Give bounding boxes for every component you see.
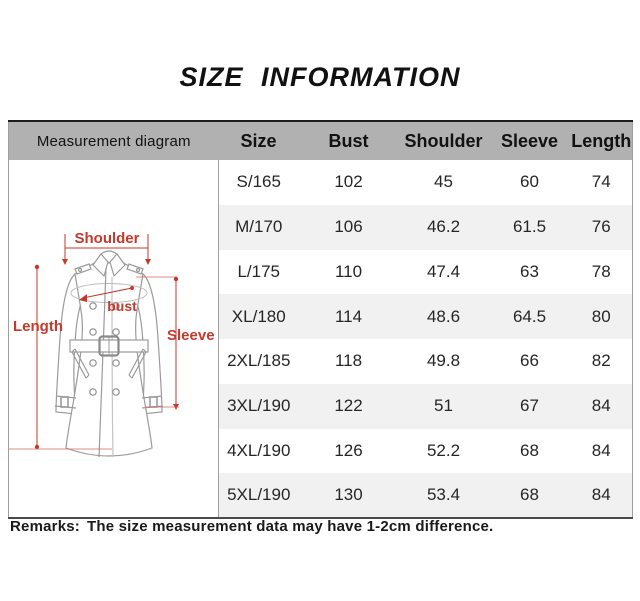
length-cell: 74 <box>571 160 633 205</box>
bust-cell: 130 <box>299 473 399 518</box>
size-cell: L/175 <box>219 250 299 295</box>
length-cell: 82 <box>571 339 633 384</box>
length-cell: 84 <box>571 384 633 429</box>
remarks-text: The size measurement data may have 1-2cm difference. <box>86 518 494 535</box>
sleeve-label: Sleeve <box>167 327 215 344</box>
remarks-label: Remarks: <box>10 518 80 535</box>
shoulder-label: Shoulder <box>74 230 140 247</box>
shoulder-cell: 46.2 <box>399 205 489 250</box>
shoulder-cell: 47.4 <box>399 250 489 295</box>
column-header-length: Length <box>571 121 633 160</box>
sleeve-cell: 66 <box>489 339 571 384</box>
arrow-down-icon <box>62 259 68 265</box>
size-table <box>8 120 633 519</box>
shoulder-cell: 48.6 <box>399 294 489 339</box>
length-cell: 80 <box>571 294 633 339</box>
shoulder-cell: 51 <box>399 384 489 429</box>
length-label: Length <box>13 318 63 335</box>
table-header-row <box>9 121 633 160</box>
remarks <box>10 518 493 535</box>
shoulder-cell: 52.2 <box>399 429 489 474</box>
sleeve-cell: 61.5 <box>489 205 571 250</box>
bust-cell: 118 <box>299 339 399 384</box>
bust-cell: 102 <box>299 160 399 205</box>
length-cell: 76 <box>571 205 633 250</box>
sleeve-cell: 60 <box>489 160 571 205</box>
bust-cell: 106 <box>299 205 399 250</box>
shoulder-cell: 53.4 <box>399 473 489 518</box>
measure-dot <box>35 265 39 269</box>
column-header-sleeve: Sleeve <box>489 121 571 160</box>
arrow-down-icon <box>145 259 151 265</box>
bust-label: bust <box>107 298 137 314</box>
shoulder-cell: 49.8 <box>399 339 489 384</box>
trench-coat-drawing <box>55 251 163 457</box>
bust-cell: 114 <box>299 294 399 339</box>
page-title: SIZE INFORMATION <box>179 62 461 92</box>
bust-cell: 110 <box>299 250 399 295</box>
measure-dot <box>174 277 178 281</box>
table-row <box>9 160 633 205</box>
length-cell: 84 <box>571 429 633 474</box>
sleeve-cell: 67 <box>489 384 571 429</box>
sleeve-cell: 64.5 <box>489 294 571 339</box>
size-cell: 2XL/185 <box>219 339 299 384</box>
measure-dot <box>35 445 39 449</box>
column-header-size: Size <box>219 121 299 160</box>
sleeve-cell: 63 <box>489 250 571 295</box>
length-cell: 78 <box>571 250 633 295</box>
column-header-measurement-diagram: Measurement diagram <box>9 121 219 160</box>
size-cell: 4XL/190 <box>219 429 299 474</box>
coat-measurement-diagram <box>9 160 218 512</box>
bust-cell: 126 <box>299 429 399 474</box>
size-cell: 5XL/190 <box>219 473 299 518</box>
coat-collar-top <box>100 251 118 255</box>
size-cell: XL/180 <box>219 294 299 339</box>
column-header-bust: Bust <box>299 121 399 160</box>
size-cell: 3XL/190 <box>219 384 299 429</box>
bust-cell: 122 <box>299 384 399 429</box>
size-cell: S/165 <box>219 160 299 205</box>
measure-dot <box>130 286 134 290</box>
sleeve-cell: 68 <box>489 473 571 518</box>
measurement-diagram-cell <box>9 160 219 518</box>
length-cell: 84 <box>571 473 633 518</box>
size-cell: M/170 <box>219 205 299 250</box>
sleeve-cell: 68 <box>489 429 571 474</box>
column-header-shoulder: Shoulder <box>399 121 489 160</box>
shoulder-cell: 45 <box>399 160 489 205</box>
